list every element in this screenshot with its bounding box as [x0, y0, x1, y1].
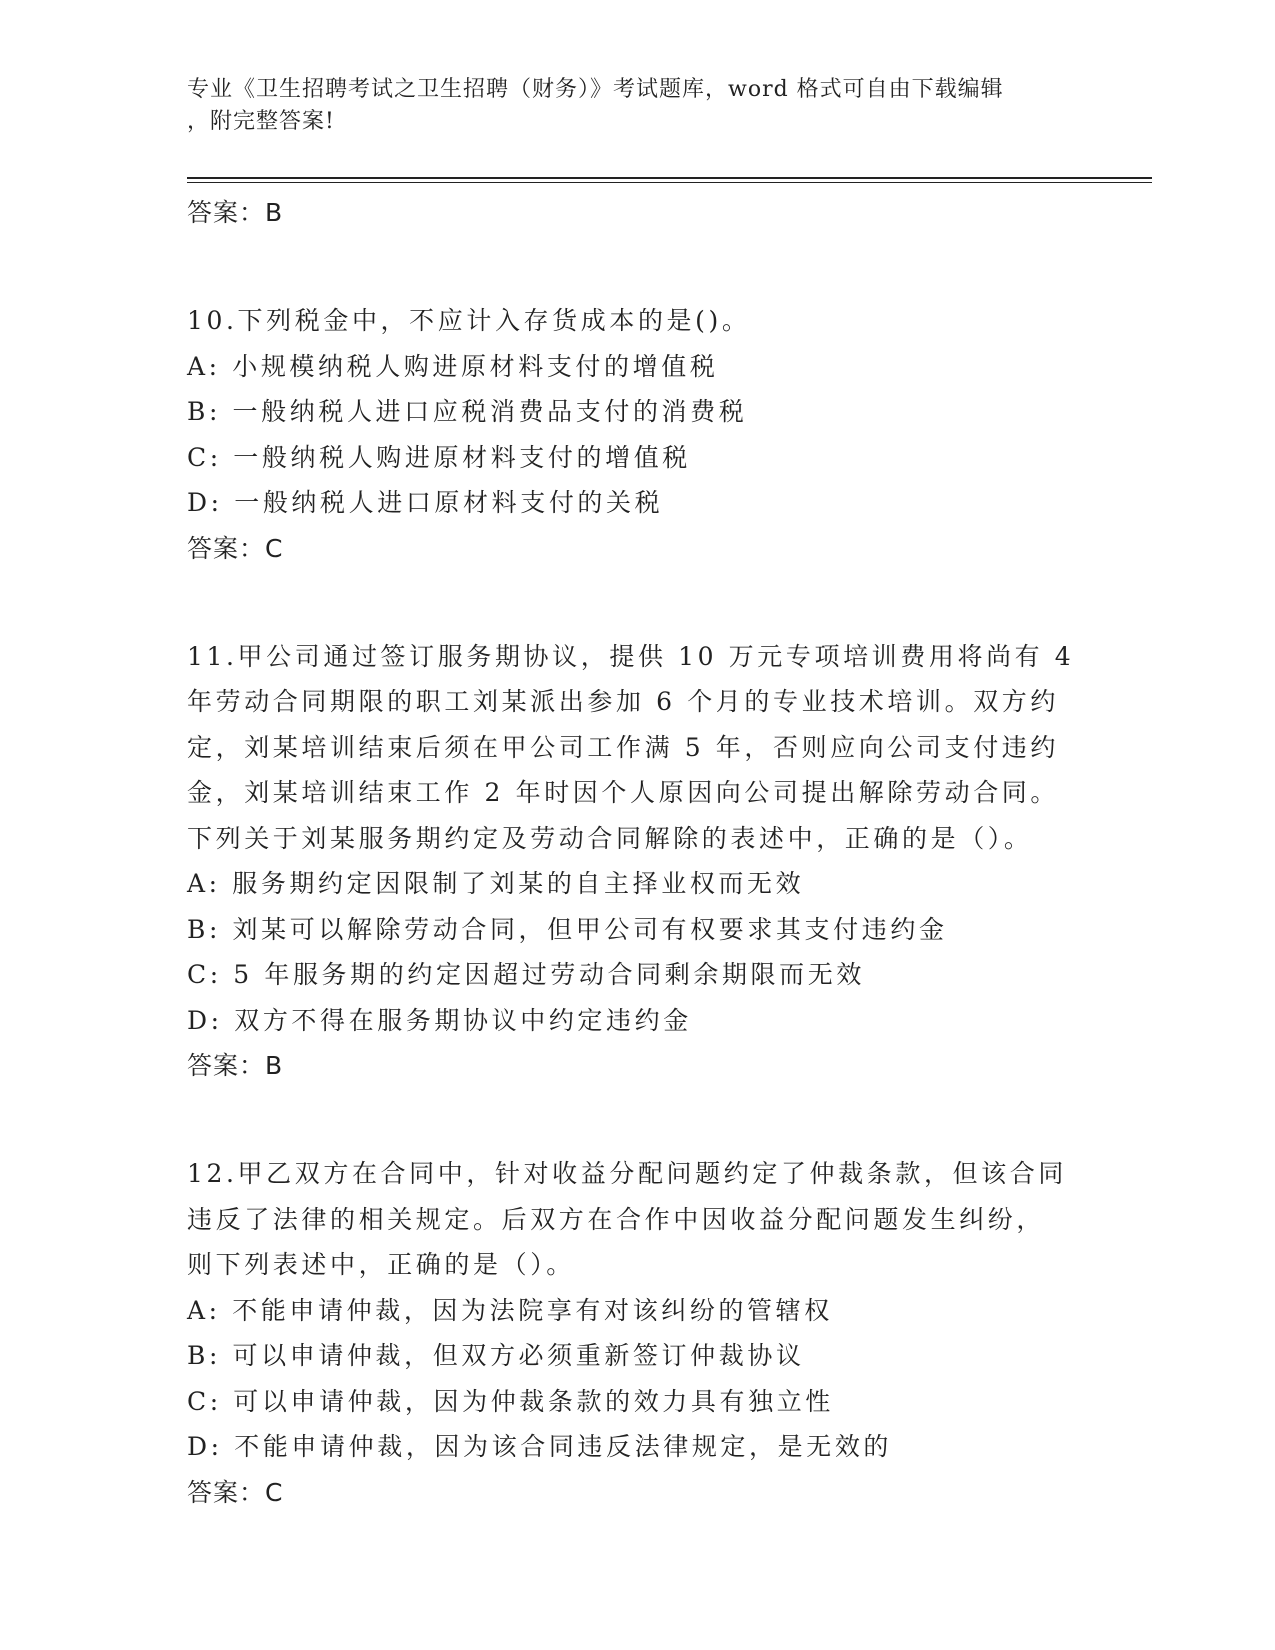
- option-c: C: 可以申请仲裁，因为仲裁条款的效力具有独立性: [187, 1386, 834, 1416]
- header-line-1: 专业《卫生招聘考试之卫生招聘（财务）》考试题库，word 格式可自由下载编辑: [187, 77, 1004, 102]
- question-text-line: 11.甲公司通过签订服务期协议，提供 10 万元专项培训费用将尚有 4: [187, 641, 1075, 671]
- option-b: B: 一般纳税人进口应税消费品支付的消费税: [187, 397, 748, 426]
- question-list: [187, 190, 1087, 1515]
- question-text-line: 则下列表述中，正确的是（）。: [187, 1250, 575, 1279]
- option-b: B: 可以申请仲裁，但双方必须重新签订仲裁协议: [187, 1341, 805, 1370]
- header-line-2: ，附完整答案!: [187, 109, 335, 134]
- answer: 答案：C: [187, 533, 284, 563]
- option-b: B: 刘某可以解除劳动合同，但甲公司有权要求其支付违约金: [187, 914, 948, 944]
- question-text-line: 违反了法律的相关规定。后双方在合作中因收益分配问题发生纠纷，: [187, 1204, 1046, 1234]
- option-d: D: 双方不得在服务期协议中约定违约金: [187, 1005, 692, 1035]
- header-divider-thick: [187, 177, 1152, 179]
- option-d: D: 一般纳税人进口原材料支付的关税: [187, 488, 664, 517]
- option-a: A: 不能申请仲裁，因为法院享有对该纠纷的管辖权: [187, 1295, 833, 1325]
- question-text-line: 定，刘某培训结束后须在甲公司工作满 5 年，否则应向公司支付违约: [187, 732, 1060, 762]
- question-12: [187, 1151, 1087, 1515]
- option-a: A: 小规模纳税人购进原材料支付的增值税: [187, 351, 719, 381]
- question-text-line: 12.甲乙双方在合同中，针对收益分配问题约定了仲裁条款，但该合同: [187, 1159, 1067, 1188]
- answer: 答案：B: [187, 1051, 284, 1080]
- option-d: D: 不能申请仲裁，因为该合同违反法律规定，是无效的: [187, 1432, 893, 1461]
- question-10: [187, 298, 1087, 571]
- question-text-line: 金，刘某培训结束工作 2 年时因个人原因向公司提出解除劳动合同。: [187, 778, 1060, 807]
- option-c: C: 5 年服务期的约定因超过劳动合同剩余期限而无效: [187, 960, 865, 989]
- header-divider-thin: [187, 182, 1152, 183]
- option-c: C: 一般纳税人购进原材料支付的增值税: [187, 442, 691, 472]
- question-text-line: 年劳动合同期限的职工刘某派出参加 6 个月的专业技术培训。双方约: [187, 687, 1060, 716]
- page-header: [187, 74, 1067, 138]
- previous-answer: 答案：B: [187, 198, 284, 227]
- option-a: A: 服务期约定因限制了刘某的自主择业权而无效: [187, 869, 805, 898]
- question-text-line: 下列关于刘某服务期约定及劳动合同解除的表述中，正确的是（）。: [187, 823, 1033, 853]
- answer: 答案：C: [187, 1477, 284, 1507]
- question-11: [187, 634, 1087, 1089]
- question-text-line: 10.下列税金中，不应计入存货成本的是()。: [187, 306, 751, 335]
